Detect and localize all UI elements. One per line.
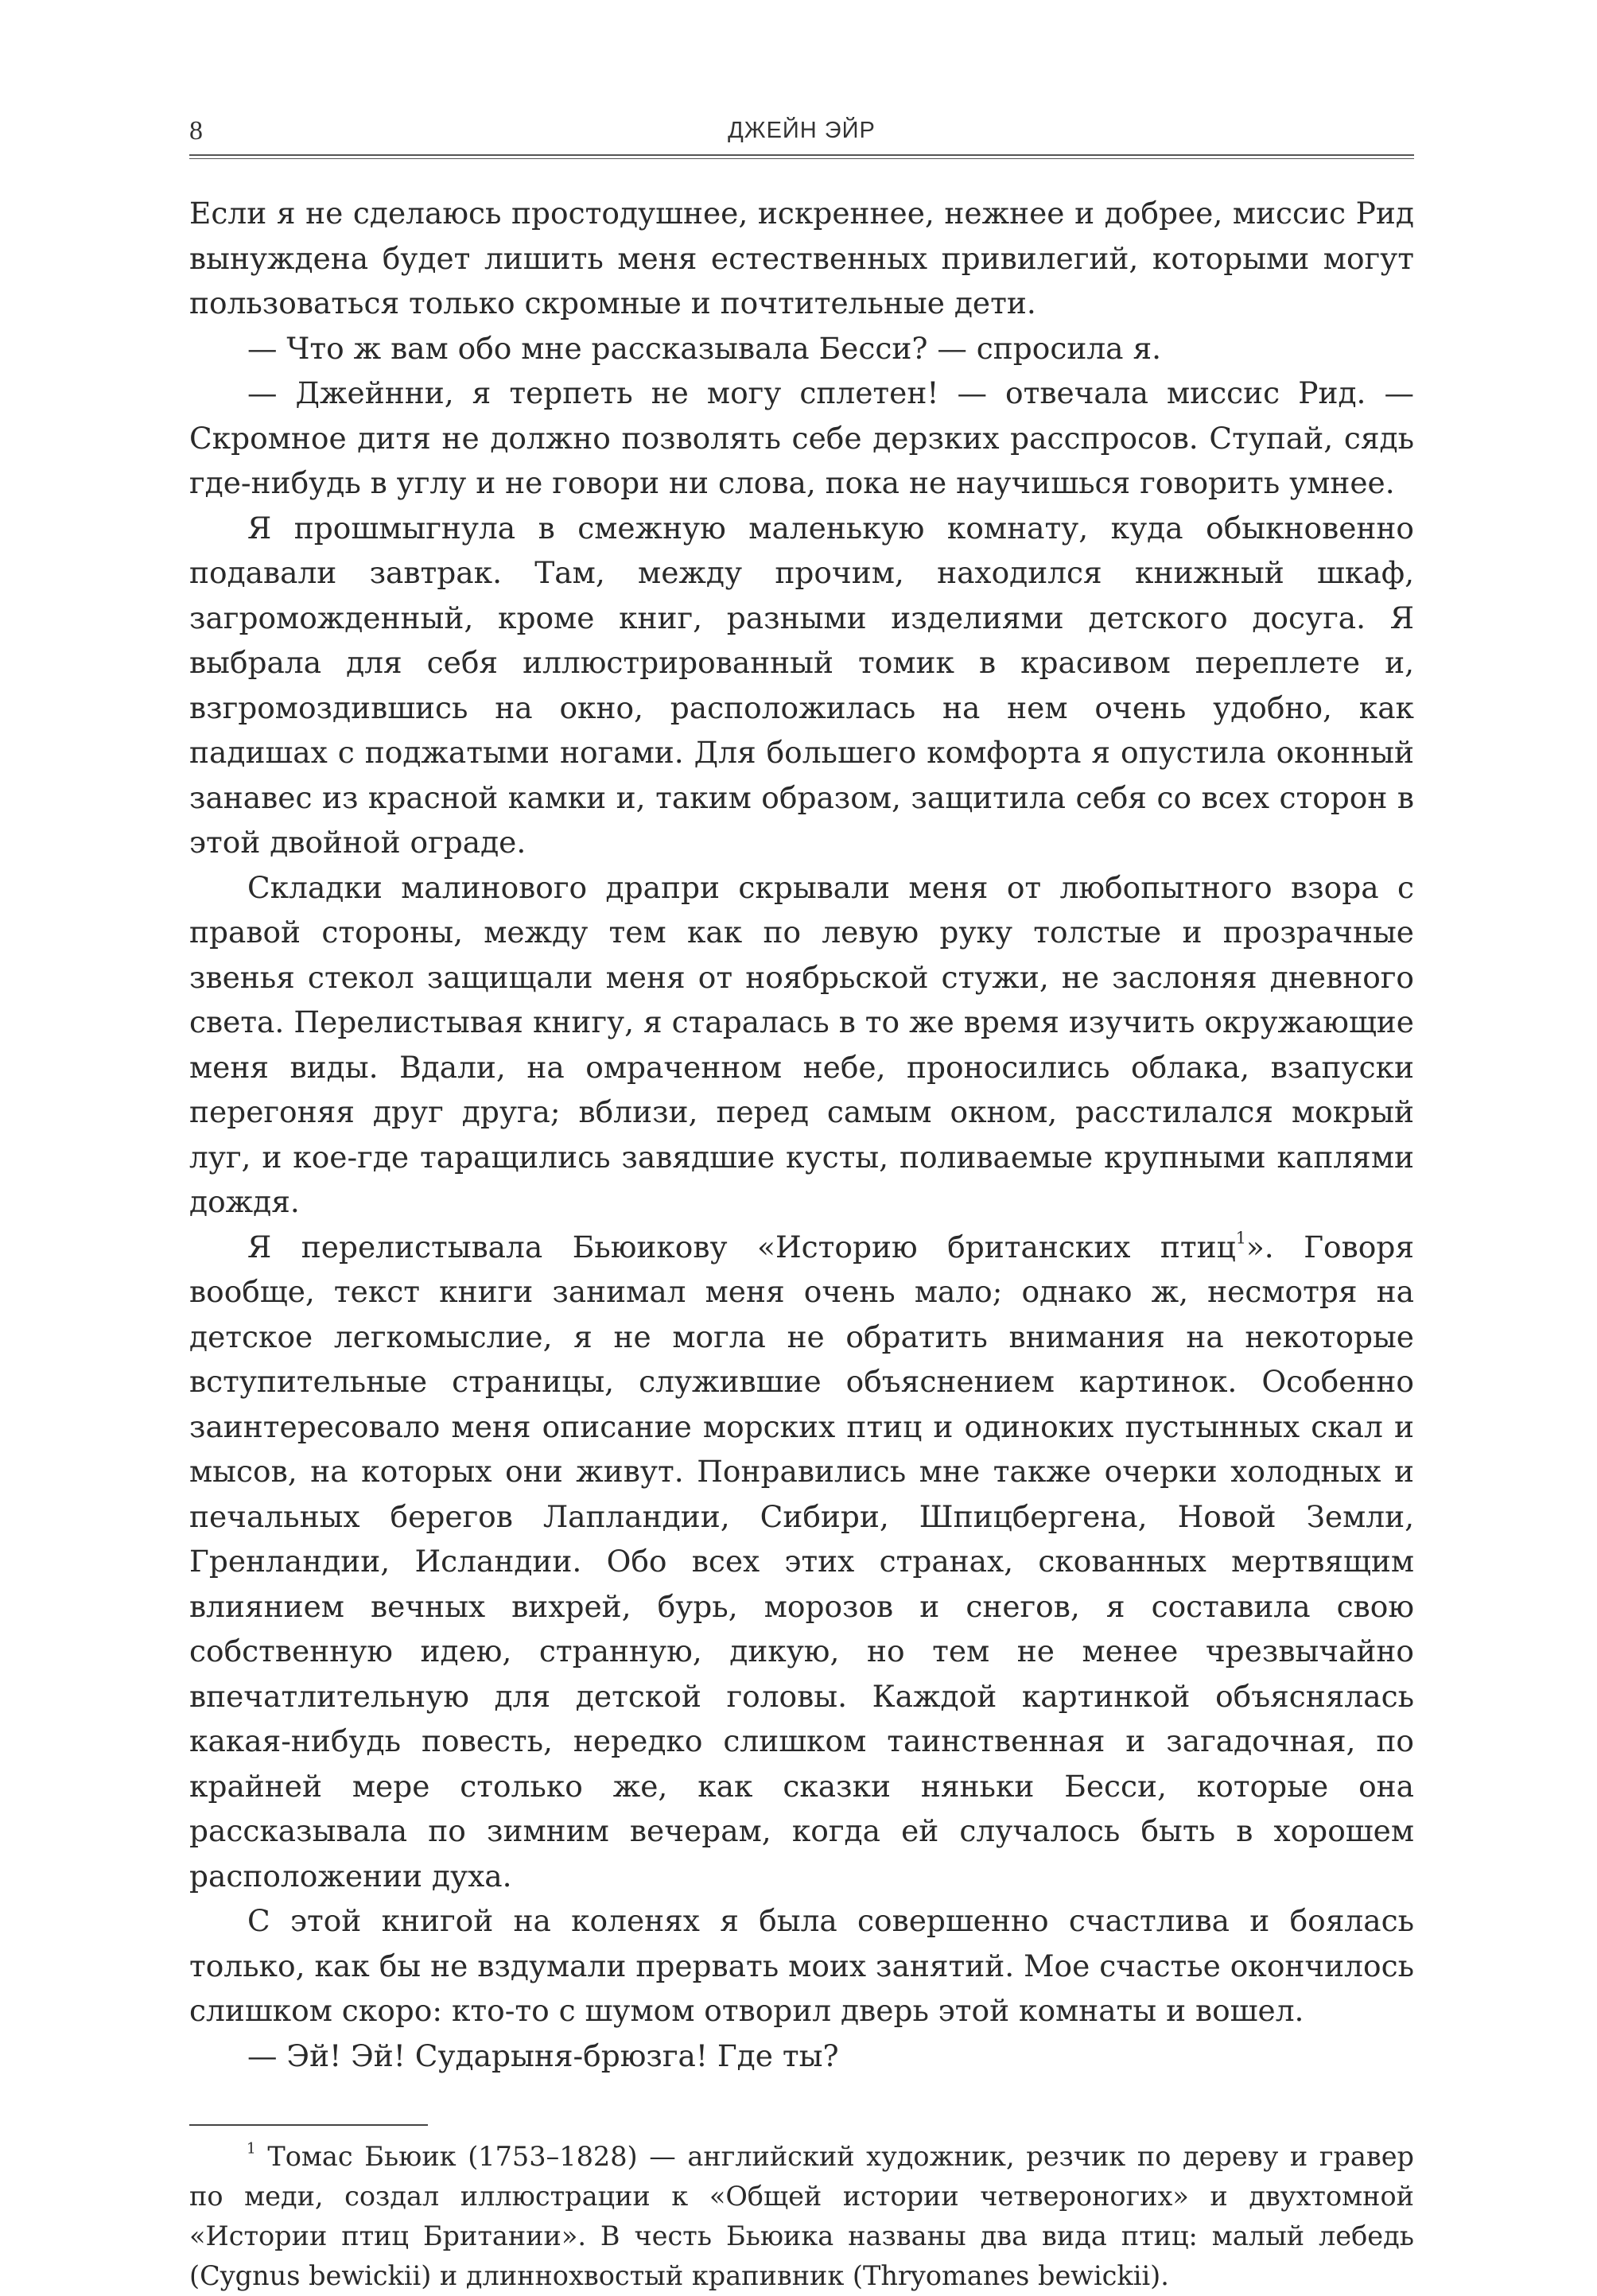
paragraph-start: Я перелистывала Бьюикову «Историю британских птиц xyxy=(247,1229,1236,1265)
paragraph-with-footnote-ref xyxy=(189,1225,1414,1899)
paragraph: Я прошмыгнула в смежную маленькую комнату, куда обыкновенно подавали завтрак. Там, между прочим, находился книжный шкаф, загроможденный, кроме книг, разными изделиями детского досуга. Я выбрала для себя иллюстрированный томик в красивом переплете и, взгромоздившись на окно, расположилась на нем очень удобно, как падишах с поджатыми ногами. Для большего комфорта я опустила оконный занавес из красной камки и, таким образом, защитила себя со всех сторон в этой двойной ограде. xyxy=(189,510,1414,860)
paragraph: Складки малинового драпри скрывали меня от любопытного взора с правой стороны, между тем как по левую руку толстые и прозрачные звенья стекол защищали меня от ноябрьской стужи, не заслоняя дневного света. Перелистывая книгу, я старалась в то же время изучить окружающие меня виды. Вдали, на омраченном небе, проносились облака, взапуски перегоняя друг друга; вблизи, перед самым окном, расстилался мокрый луг, и кое-где таращились завядшие кусты, поливаемые крупными каплями дождя. xyxy=(189,869,1414,1219)
paragraph: — Что ж вам обо мне рассказывала Бесси? — спросила я. xyxy=(247,330,1162,366)
paragraph: Если я не сделаюсь простодушнее, искреннее, нежнее и добрее, миссис Рид вынуждена будет лишить меня естественных привилегий, которыми могут пользоваться только скромные и почтительные дети. xyxy=(189,196,1414,321)
page-number: 8 xyxy=(189,116,204,146)
footnote-rule xyxy=(189,2124,428,2126)
paragraph: С этой книгой на коленях я была совершенно счастлива и боялась только, как бы не вздумали прервать моих занятий. Мое счастье окончилось слишком скоро: кто-то с шумом отворил дверь этой комнаты и вошел. xyxy=(189,1903,1414,2028)
paragraph-rest: Говоря вообще, текст книги занимал меня очень мало; однако ж, несмотря на детское легкомыслие, я не могла не обратить внимания на некоторые вступительные страницы, служившие объяснением картинок. Особенно заинтересовало меня описание морских птиц и одиноких пустынных скал и мысов, на которых они живут. Понравились мне также очерки холодных и печальных берегов Лапландии, Сибири, Шпицбергена, Новой Земли, Гренландии, Исландии. Обо всех этих странах, скованных мертвящим влиянием вечных вихрей, бурь, морозов и снегов, я составила свою собственную идею, странную, дикую, но тем не менее чрезвычайно впечатлительную для детской головы. Каждой картинкой объяснялась какая-нибудь повесть, нередко слишком таинственная и загадочная, по крайней мере столько же, как сказки няньки Бесси, которые она рассказывала по зимним вечерам, когда ей случалось быть в хорошем расположении духа. xyxy=(189,1229,1414,1894)
footnote-reference[interactable]: 1 xyxy=(1235,1227,1246,1247)
paragraph-quote-close: ». xyxy=(1245,1229,1274,1265)
footnote xyxy=(189,2137,1414,2296)
running-header xyxy=(189,111,1414,151)
book-page xyxy=(189,111,1414,2296)
paragraph: — Джейнни, я терпеть не могу сплетен! — отвечала миссис Рид. — Скромное дитя не должно позволять себе дерзких расспросов. Ступай, сядь где-нибудь в углу и не говори ни слова, пока не научишься говорить умнее. xyxy=(189,375,1414,500)
footnote-text: Томас Бьюик (1753–1828) — английский художник, резчик по дереву и гравер по меди, создал иллюстрации к «Общей истории четвероногих» и двухтомной «Истории птиц Британии». В честь Бьюика названы два вида птиц: малый лебедь (Cygnus bewickii) и длиннохвостый крапивник (Thryomanes bewickii). xyxy=(189,2141,1414,2291)
main-text xyxy=(189,191,1414,2078)
running-title: ДЖЕЙН ЭЙР xyxy=(728,118,876,143)
footnote-marker: 1 xyxy=(247,2140,256,2158)
paragraph: — Эй! Эй! Сударыня-брюзга! Где ты? xyxy=(247,2038,839,2073)
header-rule xyxy=(189,154,1414,159)
